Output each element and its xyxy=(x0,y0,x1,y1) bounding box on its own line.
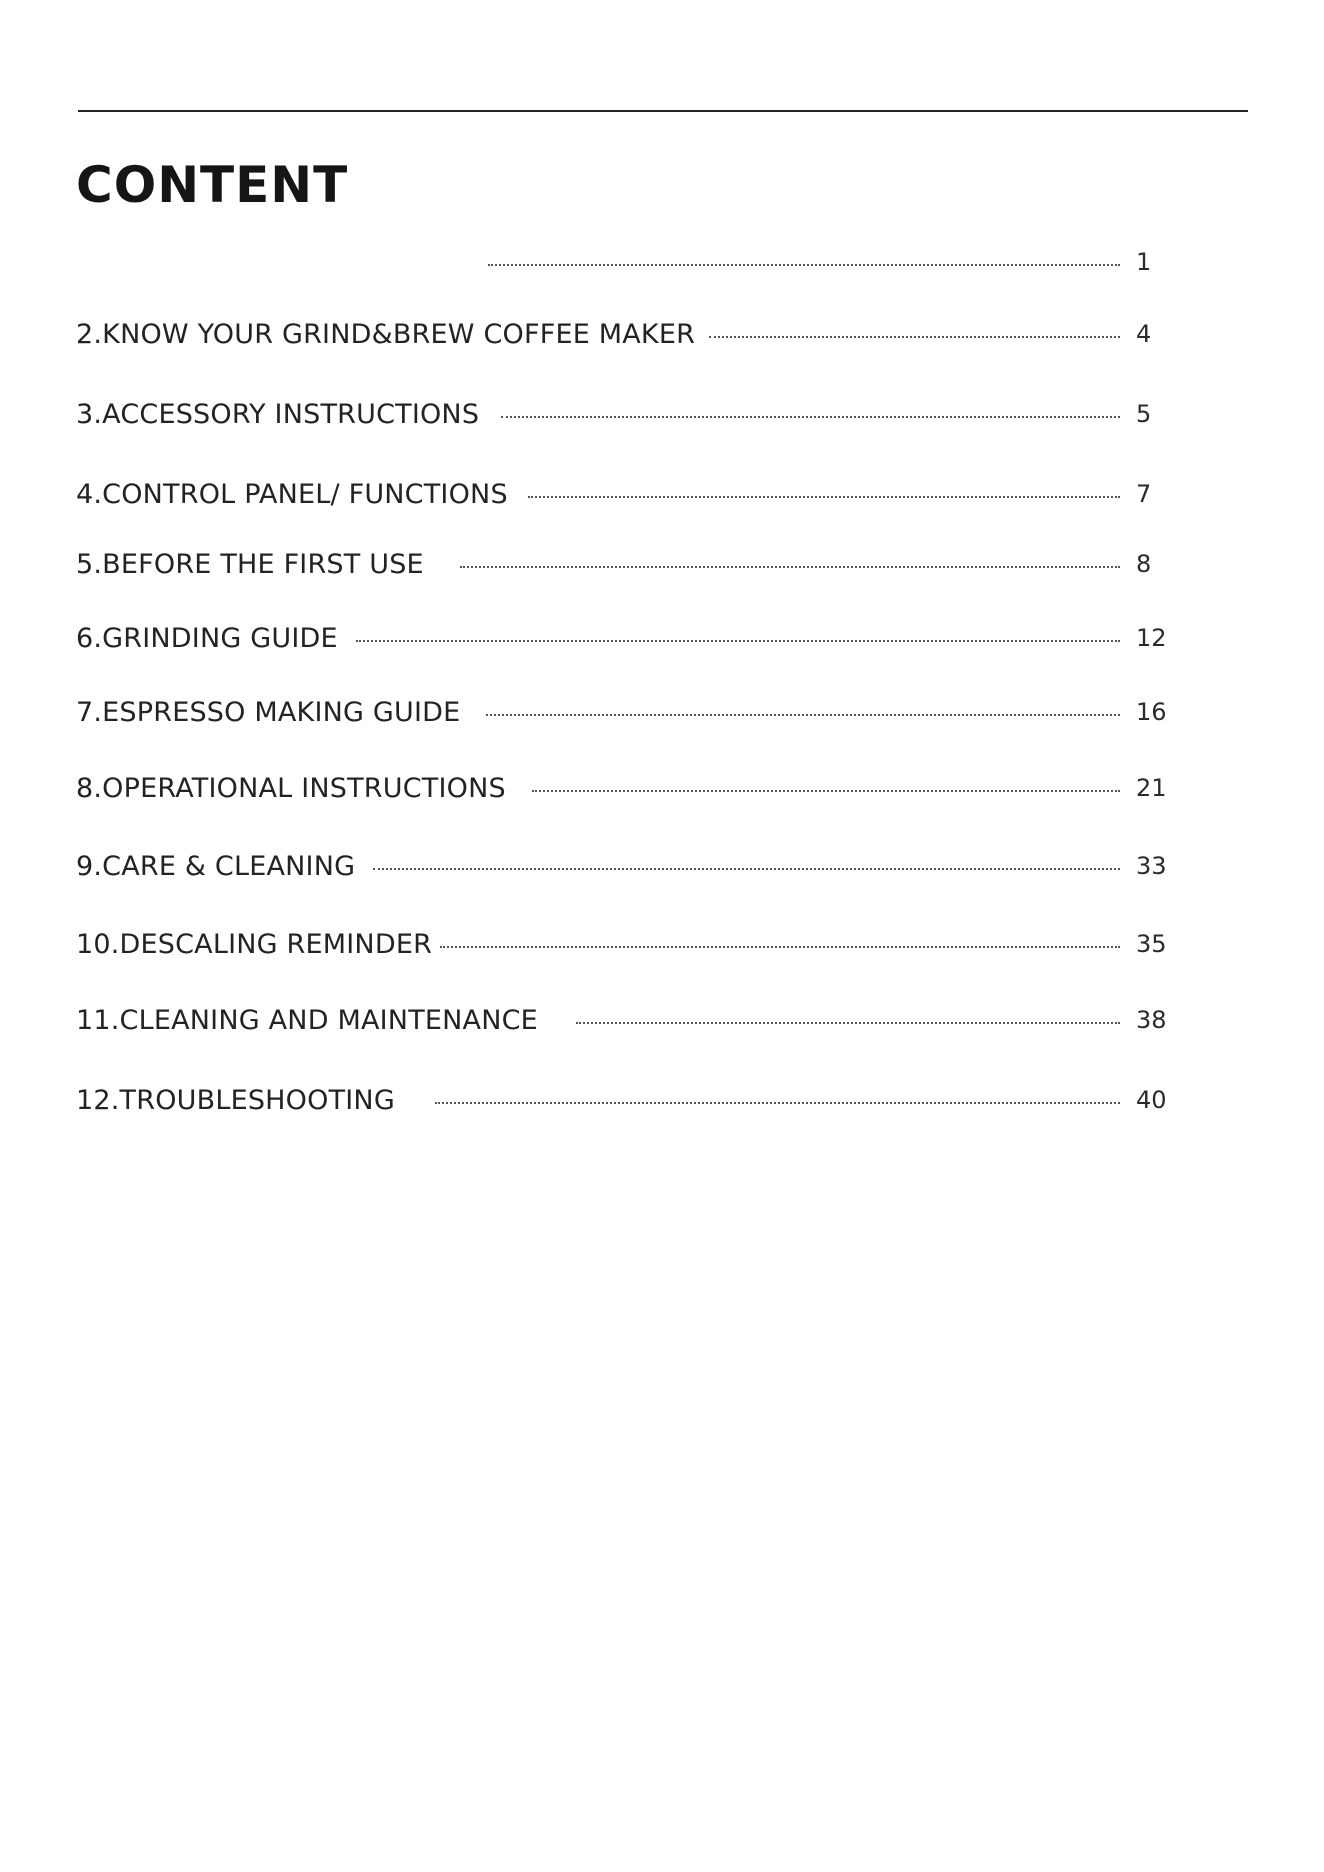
dot-leader xyxy=(486,714,1120,716)
toc-entry[interactable] xyxy=(76,474,1176,514)
toc-entry-page: 38 xyxy=(1136,1006,1167,1034)
toc-entry-label: 4.CONTROL PANEL/ FUNCTIONS xyxy=(76,478,508,510)
dot-leader xyxy=(576,1022,1120,1024)
toc-entry[interactable] xyxy=(76,1080,1176,1120)
toc-entry-page: 5 xyxy=(1136,400,1152,428)
toc-entry-page: 4 xyxy=(1136,320,1152,348)
toc-entry[interactable] xyxy=(76,314,1176,354)
toc-entry[interactable] xyxy=(76,1000,1176,1040)
toc-entry-page: 16 xyxy=(1136,698,1167,726)
toc-entry-page: 8 xyxy=(1136,550,1152,578)
toc-entry[interactable] xyxy=(76,544,1176,584)
dot-leader xyxy=(532,790,1120,792)
toc-entry-page: 21 xyxy=(1136,774,1167,802)
toc-entry-label: 7.ESPRESSO MAKING GUIDE xyxy=(76,696,461,728)
dot-leader xyxy=(356,640,1120,642)
toc-entry-page: 33 xyxy=(1136,852,1167,880)
dot-leader xyxy=(460,566,1120,568)
dot-leader xyxy=(709,336,1120,338)
toc-entry-label: 8.OPERATIONAL INSTRUCTIONS xyxy=(76,772,506,804)
dot-leader xyxy=(435,1102,1120,1104)
toc-entry-label: 6.GRINDING GUIDE xyxy=(76,622,338,654)
dot-leader xyxy=(488,264,1120,266)
dot-leader xyxy=(528,496,1120,498)
toc-entry-page: 12 xyxy=(1136,624,1167,652)
toc-entry[interactable] xyxy=(470,242,1176,282)
toc-entry-page: 7 xyxy=(1136,480,1152,508)
toc-entry-label: 11.CLEANING AND MAINTENANCE xyxy=(76,1004,538,1036)
toc-entry-page: 35 xyxy=(1136,930,1167,958)
dot-leader xyxy=(501,416,1120,418)
page-title: CONTENT xyxy=(76,156,349,214)
toc-entry-page: 40 xyxy=(1136,1086,1167,1114)
toc-entry[interactable] xyxy=(76,692,1176,732)
toc-entry-label: 5.BEFORE THE FIRST USE xyxy=(76,548,424,580)
toc-entry-label: 12.TROUBLESHOOTING xyxy=(76,1084,395,1116)
dot-leader xyxy=(373,868,1120,870)
toc-entry-label: 10.DESCALING REMINDER xyxy=(76,928,433,960)
dot-leader xyxy=(440,946,1120,948)
toc-entry-label: 9.CARE & CLEANING xyxy=(76,850,356,882)
toc-entry[interactable] xyxy=(76,618,1176,658)
toc-entry[interactable] xyxy=(76,768,1176,808)
toc-entry[interactable] xyxy=(76,846,1176,886)
toc-entry-label: 2.KNOW YOUR GRIND&BREW COFFEE MAKER xyxy=(76,318,696,350)
toc-entry-label: 3.ACCESSORY INSTRUCTIONS xyxy=(76,398,480,430)
toc-entry-page: 1 xyxy=(1136,248,1152,276)
toc-entry[interactable] xyxy=(76,394,1176,434)
toc-entry[interactable] xyxy=(76,924,1176,964)
